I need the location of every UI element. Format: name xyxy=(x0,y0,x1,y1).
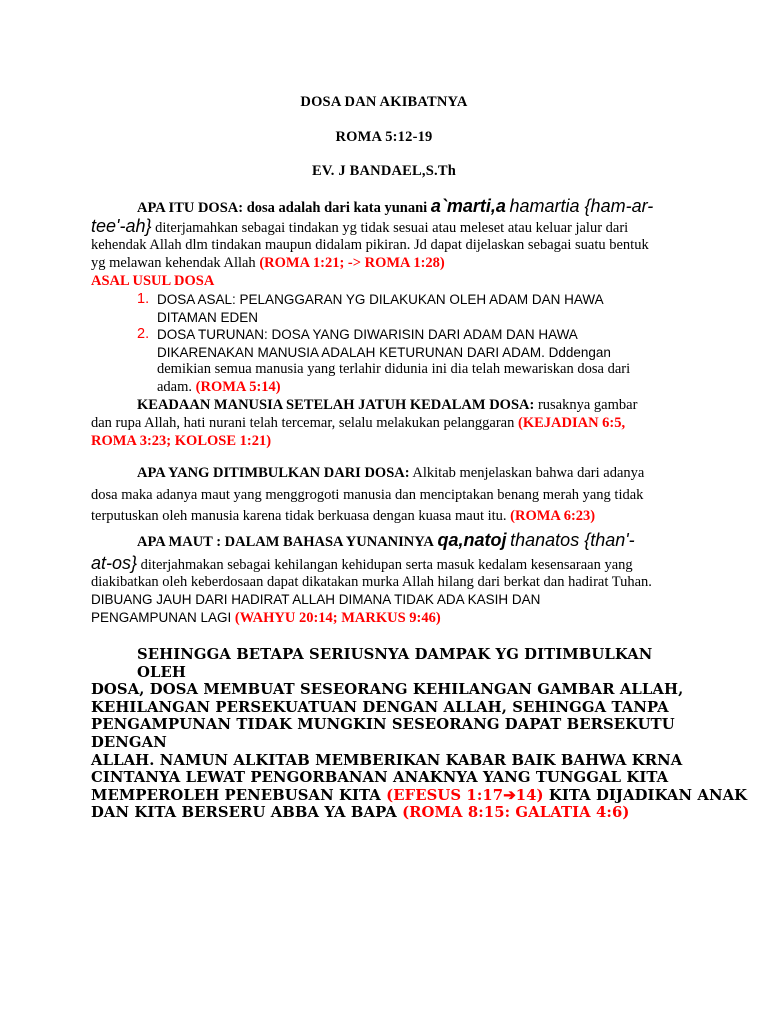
list-item-dosa-turunan-line-3: demikian semua manusia yang terlahir didunia ini dia telah mewariskan dosa dari xyxy=(157,361,631,377)
conclusion-reference-roma: (ROMA 8:15: GALATIA 4:6) xyxy=(402,804,630,822)
apa-itu-dosa-intro: dosa adalah dari kata yunani xyxy=(246,200,428,216)
list-item-dosa-asal xyxy=(157,291,692,326)
list-number-1: 1. xyxy=(137,291,150,307)
asal-usul-heading: ASAL USUL DOSA xyxy=(91,273,215,289)
maut-line-4: DIBUANG JAUH DARI HADIRAT ALLAH DIMANA TIDAK ADA KASIH DAN xyxy=(91,592,541,607)
apa-itu-dosa-line-1 xyxy=(137,196,653,217)
conclusion-line-6: CINTANYA LEWAT PENGORBANAN ANAKNYA YANG TUNGGAL KITA xyxy=(91,769,669,787)
apa-itu-dosa-line-4 xyxy=(91,255,445,272)
list-item-dosa-turunan-line-2: DIKARENAKAN MANUSIA ADALAH KETURUNAN DARI ADAM. Dddengan xyxy=(157,344,611,360)
ditimbulkan-line-2: dosa maka adanya maut yang menggrogoti manusia dan menciptakan benang merah yang tidak xyxy=(91,487,644,503)
conclusion-line-1: SEHINGGA BETAPA SERIUSNYA DAMPAK YG DITIMBULKAN OLEH xyxy=(137,646,653,681)
ditimbulkan-text-1: Alkitab menjelaskan bahwa dari adanya xyxy=(412,465,645,481)
list-item-dosa-asal-line-2: DITAMAN EDEN xyxy=(157,309,259,325)
conclusion-line-4: PENGAMPUNAN TIDAK MUNGKIN SESEORANG DAPAT BERSEKUTU DENGAN xyxy=(91,716,675,751)
apa-itu-dosa-reference: (ROMA 1:21; -> ROMA 1:28) xyxy=(259,255,445,271)
list-item-dosa-turunan-line-4 xyxy=(157,379,692,397)
conclusion-line-5: ALLAH. NAMUN ALKITAB MEMBERIKAN KABAR BAIK BAHWA KRNA xyxy=(91,751,683,769)
list-item-dosa-turunan-adam: adam. xyxy=(157,378,193,395)
list-item-dosa-turunan-line-1: DOSA TURUNAN: DOSA YANG DIWARISIN DARI ADAM DAN HAWA xyxy=(157,327,578,342)
apa-itu-dosa-label: APA ITU DOSA: xyxy=(137,200,244,216)
ditimbulkan-line-1 xyxy=(137,465,644,482)
conclusion-line-2: DOSA, DOSA MEMBUAT SESEORANG KEHILANGAN GAMBAR ALLAH, xyxy=(91,681,684,699)
keadaan-label: KEADAAN MANUSIA SETELAH JATUH KEDALAM DOSA: xyxy=(137,397,535,413)
scripture-reference-title: ROMA 5:12-19 xyxy=(335,129,433,145)
conclusion-line-3: KEHILANGAN PERSEKUATUAN DENGAN ALLAH, SEHINGGA TANPA xyxy=(91,698,669,716)
maut-reference: (WAHYU 20:14; MARKUS 9:46) xyxy=(234,610,441,626)
conclusion-paragraph xyxy=(91,646,748,822)
ditimbulkan-reference: (ROMA 6:23) xyxy=(510,508,596,524)
document-title: DOSA DAN AKIBATNYA xyxy=(300,94,468,110)
greek-word-hamartia: a`marti,a xyxy=(430,196,506,216)
list-item-dosa-turunan-reference: (ROMA 5:14) xyxy=(195,378,281,395)
ditimbulkan-label: APA YANG DITIMBULKAN DARI DOSA: xyxy=(137,465,410,481)
maut-text-4: PENGAMPUNAN LAGI xyxy=(91,610,232,625)
list-number-2: 2. xyxy=(137,326,150,342)
conclusion-text-8a: DAN KITA BERSERU ABBA YA BAPA xyxy=(91,804,397,822)
ditimbulkan-text-3: terputuskan oleh manusia karena tidak berkuasa dengan kuasa maut itu. xyxy=(91,508,507,524)
author-name: EV. J BANDAEL,S.Th xyxy=(312,163,456,179)
maut-line-1 xyxy=(137,530,635,551)
maut-line-5 xyxy=(91,610,441,627)
conclusion-line-8 xyxy=(91,804,691,822)
keadaan-reference-2: ROMA 3:23; KOLOSE 1:21) xyxy=(91,433,272,449)
maut-line-2 xyxy=(91,553,633,574)
keadaan-reference-1: (KEJADIAN 6:5, xyxy=(518,415,626,431)
ditimbulkan-line-3 xyxy=(91,508,595,525)
transliteration-hamartia: hamartia {ham-ar- xyxy=(509,196,654,216)
maut-line-3: diakibatkan oleh keberdosaan dapat dikatakan murka Allah hilang dari berkat dan hadirat Tuhan. xyxy=(91,574,652,590)
conclusion-reference-efesus: (EFESUS 1:17 xyxy=(386,786,504,804)
list-item-dosa-asal-line-1: DOSA ASAL: PELANGGARAN YG DILAKUKAN OLEH ADAM DAN HAWA xyxy=(157,292,604,307)
maut-label: APA MAUT : DALAM BAHASA YUNANINYA xyxy=(137,534,434,550)
apa-itu-dosa-text-1: diterjamahkan sebagai tindakan yg tidak sesuai atau meleset atau keluar jalur dari xyxy=(155,220,629,236)
arrow-right-icon: ➔ xyxy=(503,786,516,804)
keadaan-line-1 xyxy=(137,397,637,414)
list-item-dosa-turunan xyxy=(157,326,692,396)
keadaan-text-1: rusaknya gambar xyxy=(537,397,638,413)
transliteration-thanatos: thanatos {than'- xyxy=(510,530,635,550)
keadaan-line-2 xyxy=(91,415,625,432)
keadaan-text-2: dan rupa Allah, hati nurani telah tercemar, selalu melakukan pelanggaran xyxy=(91,415,515,431)
conclusion-line-7 xyxy=(91,786,748,805)
transliteration-thanatos-cont: at-os} xyxy=(91,553,138,573)
maut-text-1: diterjahmakan sebagai kehilangan kehidupan serta masuk kedalam kesensaraan yang xyxy=(140,557,633,573)
transliteration-hamartia-cont: tee'-ah} xyxy=(91,216,152,236)
apa-itu-dosa-line-3: kehendak Allah dlm tindakan maupun didalam pikiran. Jd dapat dijelaskan sebagai suatu bentuk xyxy=(91,237,649,253)
conclusion-reference-efesus-end: 14) xyxy=(515,786,544,804)
greek-word-thanatos: qa,natoj xyxy=(437,530,507,550)
conclusion-text-7b: KITA DIJADIKAN ANAK xyxy=(548,786,748,804)
apa-itu-dosa-text-3: yg melawan kehendak Allah xyxy=(91,255,256,271)
apa-itu-dosa-line-2 xyxy=(91,216,628,237)
conclusion-text-7a: MEMPEROLEH PENEBUSAN KITA xyxy=(91,786,381,804)
